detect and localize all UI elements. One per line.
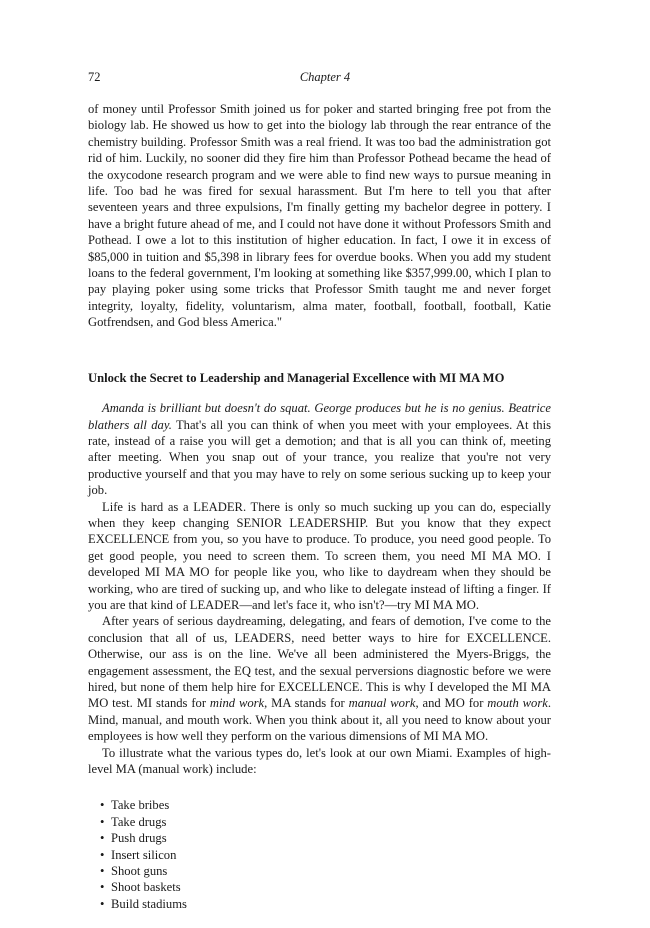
bullet-list [88, 797, 551, 912]
body-text [88, 101, 551, 912]
list-item [100, 797, 551, 813]
bullet-icon: • [100, 880, 105, 895]
term-mouth-work: mouth work [487, 696, 548, 711]
list-item [100, 863, 551, 879]
definition-text-b: , MA stands for [264, 696, 349, 711]
bullet-icon: • [100, 814, 105, 829]
list-item-text: Build stadiums [111, 896, 187, 911]
paragraph-intro [88, 400, 551, 498]
list-item-text: Take bribes [111, 798, 170, 813]
page-header [88, 70, 562, 88]
page-number: 72 [88, 70, 101, 84]
list-item-text: Shoot guns [111, 864, 168, 879]
list-item-text: Shoot baskets [111, 880, 181, 895]
paragraph-continued: of money until Professor Smith joined us for poker and started bringing free pot from the biology lab. He showed us how to get into the biology lab through the rear entrance of the chemistry building. Professor Smith was a real friend. It was too bad the administration got rid of him. Luckily, no sooner did they fire him than Professor Pothead became the head of the oxycodone research program and we were able to find new ways to pursue meaning in life. Too bad he was fired for sexual harassment. But I'm here to tell you that after seventeen years and three expulsions, I'm finally getting my bachelor degree in pottery. I have a bright future ahead of me, and I could not have done it without Professors Smith and Pothead. I owe a lot to this institution of higher education. In fact, I owe it in excess of $85,000 in tuition and $5,398 in library fees for overdue books. When you add my student loans to the federal government, I'm looking at something like $357,999.00, which I plan to pay playing poker using some tricks that Professor Smith taught me and never forget integrity, loyalty, fidelity, voluntarism, alma mater, football, football, football, Katie Gotfrendsen, and God bless America." [88, 102, 551, 330]
list-item [100, 879, 551, 895]
definition-text-c: , and MO for [415, 696, 488, 711]
intro-text: That's all you can think of when you meet with your employees. At this rate, instead of a raise you will get a demotion; and that is all you can think of, meeting after meeting. When you snap out of your trance, you realize that you're not very productive yourself and that you may have to rely on some serious sucking up to keep your job. [88, 417, 551, 498]
paragraph-leader: Life is hard as a LEADER. There is only so much sucking up you can do, especially when they keep changing SENIOR LEADERSHIP. But you know that they expect EXCELLENCE from you, so you have to produce. To produce, you need good people. To get good people, you need to screen them. To screen them, you need MI MA MO. I developed MI MA MO for people like you, who like to daydream when they should be working, who are tired of sucking up, and who like to delegate instead of lifting a finger. If you are that kind of LEADER—and let's face it, who isn't?—try MI MA MO. [88, 499, 551, 612]
definition-text-a: After years of serious daydreaming, delegating, and fears of demotion, I've come to the conclusion that all of us, LEADERS, need better ways to hire for EXCELLENCE. Otherwise, our ass is on the line. We've all been administered the Myers-Briggs, the engagement assessment, the EQ test, and the sexual perversions diagnostic before we were hired, but none of them help hire for EXCELLENCE. This is why I developed the MI MA MO test. MI stands for [88, 614, 551, 711]
intro-italic-text: Amanda is brilliant but doesn't do squat. George produces but he is no genius. Beatrice blathers all day. [88, 401, 551, 432]
bullet-icon: • [100, 831, 105, 846]
list-item [100, 814, 551, 830]
paragraph-illustrate: To illustrate what the various types do, let's look at our own Miami. Examples of high-level MA (manual work) include: [88, 745, 551, 777]
list-item-text: Insert silicon [111, 847, 177, 862]
list-item [100, 830, 551, 846]
list-item-text: Take drugs [111, 814, 167, 829]
bullet-icon: • [100, 798, 105, 813]
bullet-icon: • [100, 847, 105, 862]
paragraph-mimamo-definition [88, 613, 551, 744]
list-item [100, 896, 551, 912]
running-head: Chapter 4 [299, 70, 351, 84]
definition-text-d: . Mind, manual, and mouth work. When you think about it, all you need to know about your employees is how well they perform on the various dimensions of MI MA MO. [88, 696, 552, 744]
bullet-icon: • [100, 896, 105, 911]
bullet-icon: • [100, 864, 105, 879]
section-heading: Unlock the Secret to Leadership and Managerial Excellence with MI MA MO [88, 370, 505, 385]
list-item [100, 847, 551, 863]
term-mind-work: mind work [209, 696, 265, 711]
term-manual-work: manual work [348, 696, 416, 711]
list-item-text: Push drugs [111, 831, 167, 846]
